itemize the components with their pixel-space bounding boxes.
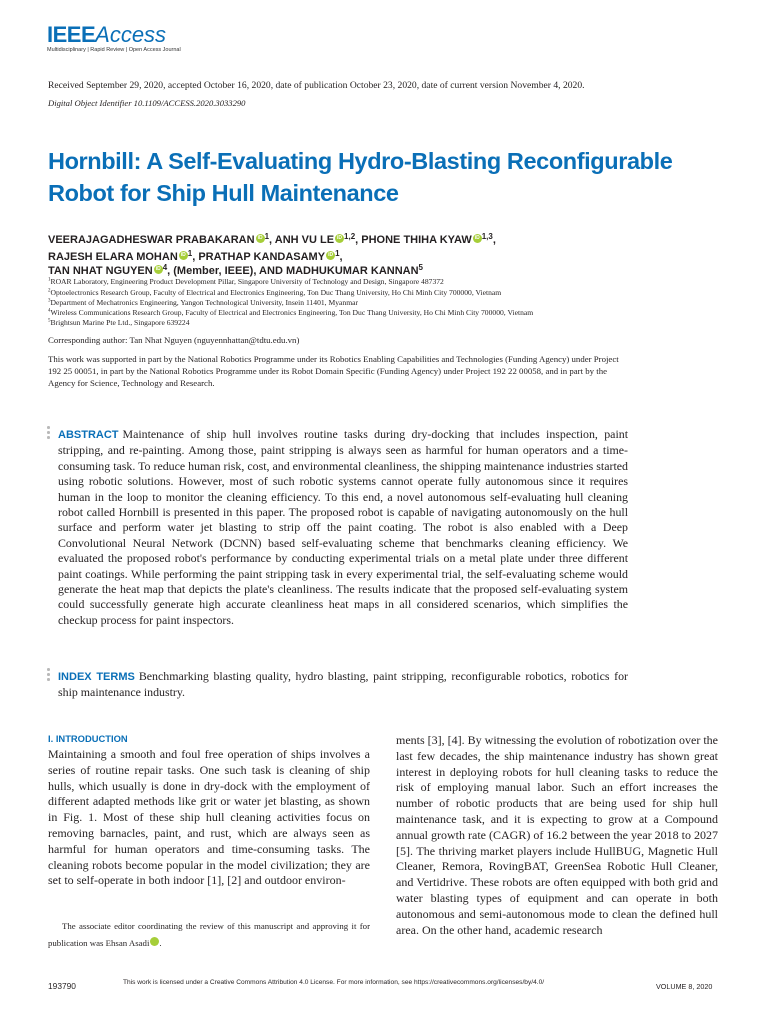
affiliation (48, 318, 190, 327)
author-affil-sup: 4 (162, 263, 168, 272)
section-heading: I. INTRODUCTION (48, 733, 128, 744)
affiliation (48, 277, 444, 286)
index-terms (58, 669, 628, 701)
funding-statement: This work was supported in part by the National Robotics Programme under its Robotics Enabling Capabilities and Technologies (Funding Agency) under Project 192 25 00051, in part by the National Robotics Programme under its Robot Domain Specific (Funding Agency) under Project 192 22 00058, and in part by the Agency for Science, Technology and Research. (48, 354, 619, 388)
affiliation (48, 308, 533, 317)
affiliation-number: 2 (48, 288, 51, 294)
page-number: 193790 (48, 981, 76, 991)
author-separator: , (192, 251, 196, 263)
author-separator: , (339, 251, 343, 263)
affiliation-number: 4 (48, 308, 51, 314)
orcid-icon[interactable]: iD (474, 235, 480, 241)
author-line-3 (48, 263, 423, 277)
index-terms-label: INDEX TERMS (58, 671, 135, 683)
journal-logo (47, 22, 181, 53)
author-separator: , (269, 234, 273, 246)
author-name: TAN NHAT NGUYEN (48, 265, 153, 277)
license-notice[interactable]: This work is licensed under a Creative Commons Attribution 4.0 License. For more information, see https://creativecommons.org/licenses/by/4.0/ (123, 979, 545, 986)
author-names-rest: , (Member, IEEE), AND MADHUKUMAR KANNAN (167, 265, 419, 277)
index-terms-text: Benchmarking blasting quality, hydro blasting, paint stripping, reconfigurable robotics, robotics for ship maintenance industry. (58, 669, 628, 700)
author-separator: , (492, 234, 496, 246)
author-name: ANH VU LE (274, 234, 335, 246)
author-affil-sup: 1,2 (344, 232, 356, 241)
volume-label: VOLUME 8, 2020 (656, 982, 713, 991)
body-column-left: Maintaining a smooth and foul free operation of ships involves a series of routine repair tasks. One such task is cleaning of ship hulls, which usually is done in dry-dock with the employment of different adapted methods like grit or water jet blasting, as shown in Fig. 1. Most of these ship hull cleaning activities focus on removing barnacles, paint, and rust, which are always seen as harmful for human operators and time-consuming tasks. The cleaning robots become popular in the model civilization; they are set to self-operate in both indoor [1], [2] and outdoor environ- (48, 747, 370, 888)
author-affil-sup: 1,3 (481, 232, 493, 241)
author-separator: , (355, 234, 359, 246)
orcid-icon[interactable]: iD (337, 235, 343, 241)
affiliation-number: 5 (48, 318, 51, 324)
affiliation-number: 3 (48, 298, 51, 304)
logo-tagline: Multidisciplinary | Rapid Review | Open Access Journal (47, 47, 181, 53)
author-affil-sup: 5 (418, 263, 423, 272)
author-name: VEERAJAGADHESWAR PRABAKARAN (48, 234, 255, 246)
author-affil-sup: 1 (187, 249, 193, 258)
abstract-label: ABSTRACT (58, 429, 119, 441)
doi-line: Digital Object Identifier 10.1109/ACCESS.2020.3033290 (48, 98, 246, 108)
affiliation-text: Brightsun Marine Pte Ltd., Singapore 639224 (50, 318, 190, 327)
body-column-right: ments [3], [4]. By witnessing the evolution of robotization over the last few decades, the ship maintenance industry has shown great interest in deploying robots for hull cleaning tasks to reduce the risk of employing manual labor. Such an effort increases the number of robotic products that are being used for ship hull maintenance task, and it is expecting to grow at a Compound annual growth rate (CAGR) of 16.2 between the year 2018 to 2027 [5]. The thriving market players include HullBUG, Magnetic Hull Cleaner, Remora, RovingBAT, GreenSea Robotic Hull Cleaner, and Vertidrive. These robots are often equipped with both grid and water blasting types of equipment and can operate in both autonomous and semi-autonomous mode to clean the defined hull area. On the other hand, academic research (396, 733, 718, 937)
affiliation (48, 298, 358, 307)
logo-ieee-text: IEEE (47, 22, 96, 47)
author-affil-sup: 1 (264, 232, 270, 241)
footnote-end: . (159, 938, 162, 948)
affiliation-text: Department of Mechatronics Engineering, Yangon Technological University, Insein 11401, Myanmar (50, 298, 359, 307)
author-line-2 (48, 249, 343, 263)
paper-title: Hornbill: A Self-Evaluating Hydro-Blasting Reconfigurable Robot for Ship Hull Maintenance (48, 148, 673, 206)
corresponding-author: Corresponding author: Tan Nhat Nguyen (nguyennhattan@tdtu.edu.vn) (48, 335, 300, 345)
author-line-1 (48, 232, 496, 246)
abstract-text: Maintenance of ship hull involves routine tasks during dry-docking that includes inspection, paint stripping, and re-painting. Among those, paint stripping is always seen as harmful for human operators and a time-consuming task. To reduce human risk, cost, and environmental cleanliness, the shipping maintenance industries started using robotic solutions. However, most of such robotic systems cannot operate fully autonomous since it requires human in the loop to monitor the cleaning efficiency. To this end, a novel autonomous self-evaluating hull cleaning robot called Hornbill is presented in this paper. The proposed robot is capable of navigating autonomously on the hull surface and perform water jet blasting to strip off the paint coating. The robot is also enabled with a Deep Convolutional Neural Network (DCNN) based self-evaluating scheme that benchmarks cleaning efficiency. We evaluated the proposed robot's performance by conducting experimental trials on a metal plate under three different paint coatings. While performing the paint stripping task in every experimental trial, the self-evaluating scheme would generate the heat map that depicts the plate's cleanliness. The results indicate that the proposed self-evaluating system could successfully generate high accurate cleanliness heat maps in all considered scenarios, which simplifies the checkup process for paint inspectors. (58, 427, 628, 627)
editor-footnote (48, 918, 370, 952)
section-marker-icon (47, 668, 50, 683)
logo-access-text: Access (95, 22, 167, 47)
footnote-text: The associate editor coordinating the review of this manuscript and approving it for publication was Ehsan Asadi (48, 921, 370, 948)
abstract (58, 427, 628, 628)
affiliation-text: Optoelectronics Research Group, Faculty of Electrical and Electronics Engineering, Ton Duc Thang University, Ho Chi Minh City 700000, Vietnam (50, 288, 502, 297)
affiliation-number: 1 (48, 277, 51, 283)
affiliation-text: ROAR Laboratory, Engineering Product Development Pillar, Singapore University of Technology and Design, Singapore 487372 (50, 277, 444, 286)
author-affil-sup: 1 (335, 249, 340, 258)
orcid-icon[interactable]: iD (150, 937, 159, 946)
affiliation-text: Wireless Communications Research Group, Faculty of Electrical and Electronics Engineering, Ton Duc Thang University, Ho Chi Minh City 700000, Vietnam (50, 308, 534, 317)
section-marker-icon (47, 426, 50, 441)
affiliation (48, 288, 501, 297)
author-name: PHONE THIHA KYAW (361, 234, 472, 246)
orcid-icon[interactable]: iD (257, 235, 263, 241)
orcid-icon[interactable]: iD (328, 252, 334, 258)
orcid-icon[interactable]: iD (180, 252, 186, 258)
author-name: PRATHAP KANDASAMY (198, 251, 326, 263)
author-name: RAJESH ELARA MOHAN (48, 251, 178, 263)
orcid-icon[interactable]: iD (155, 266, 161, 272)
received-dates: Received September 29, 2020, accepted October 16, 2020, date of publication October 23, 2020, date of current version November 4, 2020. (48, 80, 585, 91)
